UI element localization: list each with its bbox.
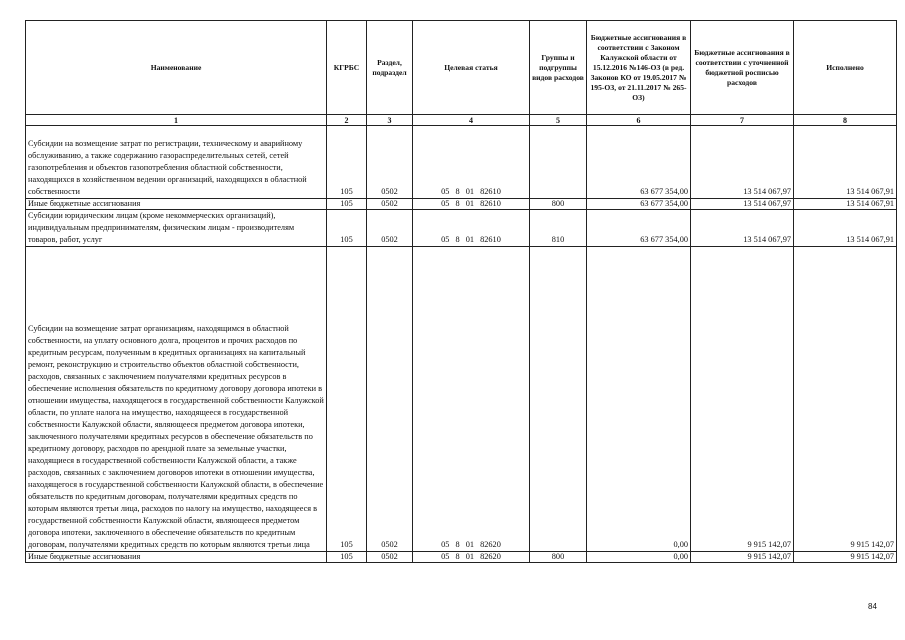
row-section: 0502	[367, 552, 413, 563]
column-number: 7	[691, 115, 794, 126]
row-group	[530, 126, 587, 199]
row-law-amount: 0,00	[587, 247, 691, 552]
row-section: 0502	[367, 210, 413, 247]
row-executed-amount: 13 514 067,91	[794, 126, 897, 199]
column-number: 5	[530, 115, 587, 126]
column-number: 8	[794, 115, 897, 126]
column-number: 2	[327, 115, 367, 126]
row-target: 05 8 01 82610	[413, 210, 530, 247]
page-number: 84	[868, 602, 877, 611]
header-name: Наименование	[26, 21, 327, 115]
header-groups: Группы и подгруппы видов расходов	[530, 21, 587, 115]
header-section: Раздел, подраздел	[367, 21, 413, 115]
table-row	[26, 199, 897, 210]
table-row	[26, 552, 897, 563]
budget-table	[25, 20, 897, 563]
row-kgrbs: 105	[327, 126, 367, 199]
row-section: 0502	[367, 199, 413, 210]
table-row	[26, 247, 897, 552]
row-kgrbs: 105	[327, 552, 367, 563]
row-group: 800	[530, 199, 587, 210]
header-budget: Бюджетные ассигнования в соответствии с уточненной бюджетной росписью расходов	[691, 21, 794, 115]
row-law-amount: 0,00	[587, 552, 691, 563]
row-law-amount: 63 677 354,00	[587, 210, 691, 247]
header-law: Бюджетные ассигнования в соответствии с Законом Калужской области от 15.12.2016 №146-ОЗ (в ред. Законов КО от 19.05.2017 № 195-ОЗ, от 21.11.2017 № 265-ОЗ)	[587, 21, 691, 115]
column-number: 1	[26, 115, 327, 126]
row-budget-amount: 9 915 142,07	[691, 247, 794, 552]
header-kgrbs: КГРБС	[327, 21, 367, 115]
table-row	[26, 126, 897, 199]
row-section: 0502	[367, 247, 413, 552]
row-kgrbs: 105	[327, 210, 367, 247]
row-group	[530, 247, 587, 552]
column-number: 3	[367, 115, 413, 126]
row-law-amount: 63 677 354,00	[587, 199, 691, 210]
row-kgrbs: 105	[327, 199, 367, 210]
row-executed-amount: 13 514 067,91	[794, 210, 897, 247]
row-target: 05 8 01 82620	[413, 247, 530, 552]
row-target: 05 8 01 82610	[413, 126, 530, 199]
row-group: 810	[530, 210, 587, 247]
row-executed-amount: 13 514 067,91	[794, 199, 897, 210]
row-budget-amount: 13 514 067,97	[691, 126, 794, 199]
row-section: 0502	[367, 126, 413, 199]
row-executed-amount: 9 915 142,07	[794, 247, 897, 552]
row-name: Субсидии на возмещение затрат организациям, находящимся в областной собственности, на уплату основного долга, процентов и прочих расходов по кредитным ресурсам, полученным в кредитных организациях на капитальный ремонт, реконструкцию и строительство объектов областной собственности, расходов, связанных с заключением получателями кредитных ресурсов в обеспечение исполнения обязательств по кредитному договору договора ипотеки в отношении имущества, находящегося в государственной собственности Калужской области, по уплате налога на имущество, находящееся в государственной собственности Калужской области, являющееся предметом договора ипотеки, заключенного получателями кредитных ресурсов в обеспечение обязательств по кредитному договору, расходов по арендной плате за земельные участки, находящиеся в государственной собственности Калужской области, а также расходов, связанных с заключением договоров ипотеки в отношении имущества, находящегося в государственной собственности Калужской области, в обеспечение обязательств по кредитным договорам, получателями кредитных средств по которым являются третьи лица, расходов по налогу на имущество, находящееся в государственной собственности Калужской области, являющееся предметом договора ипотеки, заключенного в обеспечение обязательств по кредитным договорам, получателями кредитных средств по которым являются третьи лица	[26, 247, 327, 552]
row-name: Иные бюджетные ассигнования	[26, 199, 327, 210]
row-executed-amount: 9 915 142,07	[794, 552, 897, 563]
column-number: 6	[587, 115, 691, 126]
row-target: 05 8 01 82620	[413, 552, 530, 563]
column-number: 4	[413, 115, 530, 126]
row-budget-amount: 13 514 067,97	[691, 210, 794, 247]
header-row	[26, 21, 897, 115]
row-target: 05 8 01 82610	[413, 199, 530, 210]
column-number-row	[26, 115, 897, 126]
row-group: 800	[530, 552, 587, 563]
row-budget-amount: 9 915 142,07	[691, 552, 794, 563]
row-law-amount: 63 677 354,00	[587, 126, 691, 199]
row-budget-amount: 13 514 067,97	[691, 199, 794, 210]
header-target: Целевая статья	[413, 21, 530, 115]
row-name: Субсидии юридическим лицам (кроме некоммерческих организаций), индивидуальным предпринимателям, физическим лицам - производителям товаров, работ, услуг	[26, 210, 327, 247]
row-kgrbs: 105	[327, 247, 367, 552]
table-row	[26, 210, 897, 247]
row-name: Субсидии на возмещение затрат по регистрации, техническому и аварийному обслуживанию, а также содержанию газораспределительных сетей, сетей газопотребления и объектов газопотребления областной собственности, находящихся в хозяйственном ведении организаций, находящихся в областной собственности	[26, 126, 327, 199]
row-name: Иные бюджетные ассигнования	[26, 552, 327, 563]
header-executed: Исполнено	[794, 21, 897, 115]
